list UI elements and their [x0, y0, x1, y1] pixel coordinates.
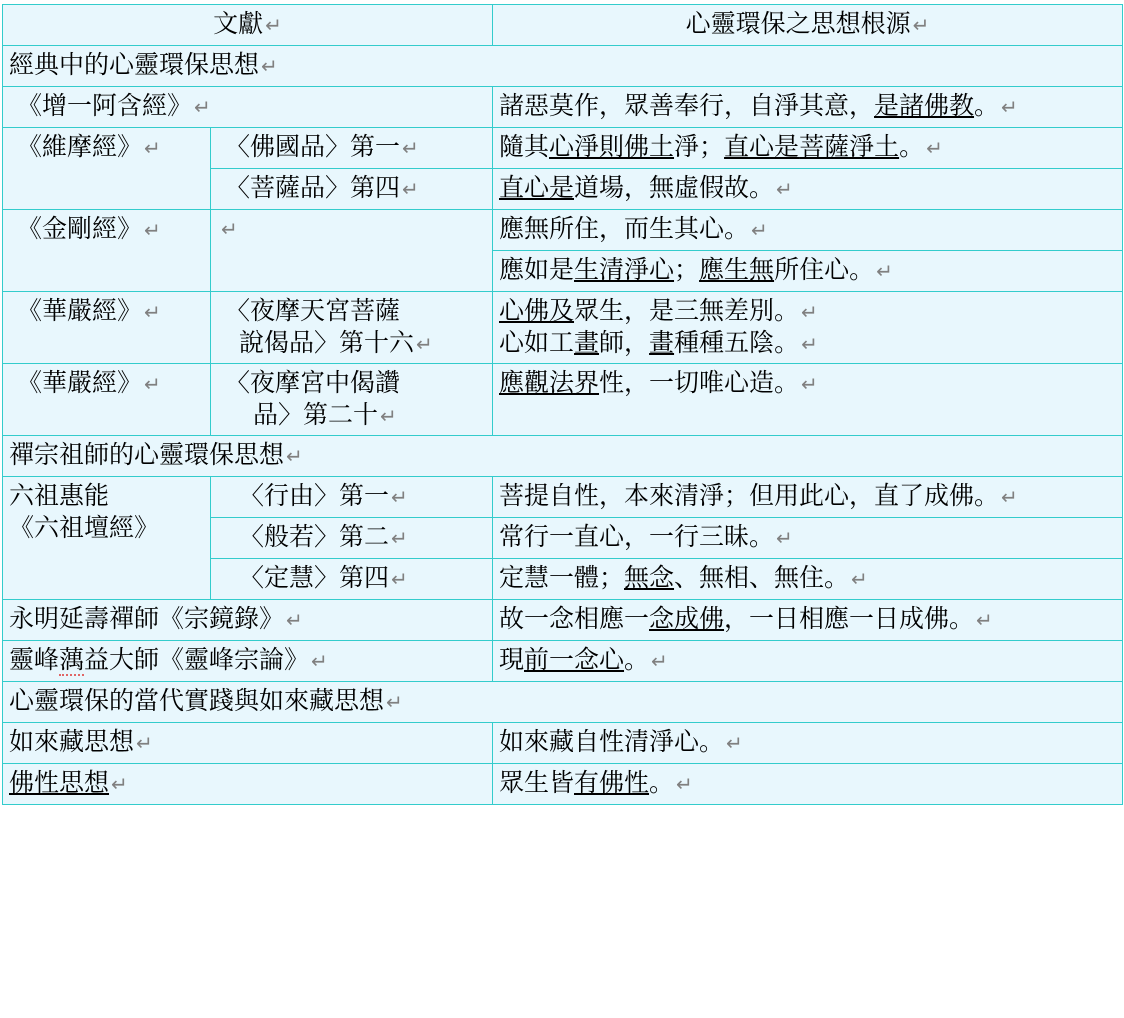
cell-source-yongming: 永明延壽禪師《宗鏡錄》 ↵ — [3, 600, 493, 641]
pilcrow-icon: ↵ — [416, 334, 433, 356]
table-row — [3, 641, 1123, 682]
pilcrow-icon: ↵ — [726, 733, 743, 755]
cell-source-huineng: 六祖惠能 《六祖壇經》 — [3, 477, 211, 600]
pilcrow-icon: ↵ — [751, 220, 768, 242]
pilcrow-icon: ↵ — [380, 406, 397, 428]
cell-content-tathagatagarbha: 如來藏自性清淨心。 ↵ — [493, 723, 1123, 764]
cell-content-foguo: 隨其心淨則佛土淨；直心是菩薩淨土。 ↵ — [493, 128, 1123, 169]
cell-chapter-foguo: 〈佛國品〉第一 ↵ — [211, 128, 493, 169]
cell-chapter-pusa: 〈菩薩品〉第四 ↵ — [211, 169, 493, 210]
pilcrow-icon: ↵ — [144, 138, 161, 160]
pilcrow-icon: ↵ — [311, 651, 328, 673]
cell-content-dinghui: 定慧一體；無念、無相、無住。 ↵ — [493, 559, 1123, 600]
pilcrow-icon: ↵ — [801, 334, 818, 356]
pilcrow-icon: ↵ — [391, 569, 408, 591]
cell-source-tathagatagarbha: 如來藏思想 ↵ — [3, 723, 493, 764]
pilcrow-icon: ↵ — [144, 374, 161, 396]
header-cell-thought-origin: 心靈環保之思想根源 ↵ — [493, 5, 1123, 46]
cell-chapter-xingyou: 〈行由〉第一 ↵ — [211, 477, 493, 518]
header-cell-source: 文獻 ↵ — [3, 5, 493, 46]
cell-source-buddha-nature: 佛性思想 ↵ — [3, 764, 493, 805]
pilcrow-icon: ↵ — [651, 651, 668, 673]
cell-source-zengyi: 《增一阿含經》 ↵ — [3, 87, 493, 128]
section-band-row — [3, 682, 1123, 723]
cell-source-lingfeng: 靈峰蕅益大師《靈峰宗論》 ↵ — [3, 641, 493, 682]
table-row — [3, 600, 1123, 641]
pilcrow-icon: ↵ — [144, 220, 161, 242]
section-band-row — [3, 436, 1123, 477]
cell-source-huayan-20: 《華嚴經》 ↵ — [3, 364, 211, 436]
pilcrow-icon: ↵ — [144, 302, 161, 324]
pilcrow-icon: ↵ — [776, 528, 793, 550]
pilcrow-icon: ↵ — [391, 528, 408, 550]
cell-content-diamond-1: 應無所住，而生其心。 ↵ — [493, 210, 1123, 251]
table-row — [3, 764, 1123, 805]
cell-chapter-huayan-16: 〈夜摩天宮菩薩 說偈品〉第十六 ↵ — [211, 292, 493, 364]
pilcrow-icon: ↵ — [976, 610, 993, 632]
pilcrow-icon: ↵ — [194, 97, 211, 119]
pilcrow-icon: ↵ — [801, 374, 818, 396]
pilcrow-icon: ↵ — [402, 179, 419, 201]
cell-content-lingfeng: 現前一念心。 ↵ — [493, 641, 1123, 682]
pilcrow-icon: ↵ — [926, 138, 943, 160]
pilcrow-icon: ↵ — [286, 610, 303, 632]
pilcrow-icon: ↵ — [1001, 97, 1018, 119]
table-row — [3, 210, 1123, 251]
pilcrow-icon: ↵ — [136, 733, 153, 755]
pilcrow-icon: ↵ — [1001, 487, 1018, 509]
pilcrow-icon: ↵ — [286, 446, 303, 468]
cell-chapter-banruo: 〈般若〉第二 ↵ — [211, 518, 493, 559]
pilcrow-icon: ↵ — [221, 219, 238, 241]
cell-chapter-huayan-20: 〈夜摩宮中偈讚 品〉第二十 ↵ — [211, 364, 493, 436]
pilcrow-icon: ↵ — [391, 487, 408, 509]
table-header-row — [3, 5, 1123, 46]
cell-source-diamond: 《金剛經》 ↵ — [3, 210, 211, 292]
thought-sources-table — [2, 4, 1123, 805]
cell-source-huayan-16: 《華嚴經》 ↵ — [3, 292, 211, 364]
cell-content-xingyou: 菩提自性，本來清淨；但用此心，直了成佛。 ↵ — [493, 477, 1123, 518]
cell-content-banruo: 常行一直心，一行三昧。 ↵ — [493, 518, 1123, 559]
pilcrow-icon: ↵ — [801, 302, 818, 324]
cell-content-zengyi: 諸惡莫作，眾善奉行，自淨其意，是諸佛教。 ↵ — [493, 87, 1123, 128]
section-band-contemporary: 心靈環保的當代實踐與如來藏思想 ↵ — [3, 682, 1123, 723]
cell-content-huayan-20: 應觀法界性，一切唯心造。 ↵ — [493, 364, 1123, 436]
cell-content-huayan-16: 心佛及眾生，是三無差別。 ↵ 心如工畫師，畫種種五陰。 ↵ — [493, 292, 1123, 364]
cell-content-buddha-nature: 眾生皆有佛性。 ↵ — [493, 764, 1123, 805]
table-row — [3, 87, 1123, 128]
section-band-chan-masters: 禪宗祖師的心靈環保思想 ↵ — [3, 436, 1123, 477]
table-row — [3, 128, 1123, 169]
pilcrow-icon: ↵ — [676, 774, 693, 796]
cell-chapter-diamond — [211, 210, 493, 292]
cell-content-diamond-2: 應如是生清淨心；應生無所住心。 ↵ — [493, 251, 1123, 292]
pilcrow-icon: ↵ — [776, 179, 793, 201]
section-band-row — [3, 46, 1123, 87]
pilcrow-icon: ↵ — [265, 15, 282, 37]
table-row — [3, 477, 1123, 518]
pilcrow-icon: ↵ — [876, 261, 893, 283]
pilcrow-icon: ↵ — [261, 56, 278, 78]
pilcrow-icon: ↵ — [111, 774, 128, 796]
section-band-classics: 經典中的心靈環保思想 ↵ — [3, 46, 1123, 87]
pilcrow-icon: ↵ — [402, 138, 419, 160]
pilcrow-icon: ↵ — [851, 569, 868, 591]
pilcrow-icon: ↵ — [386, 692, 403, 714]
table-row — [3, 292, 1123, 364]
pilcrow-icon: ↵ — [912, 15, 930, 37]
table-row — [3, 723, 1123, 764]
cell-source-vimalakirti: 《維摩經》 ↵ — [3, 128, 211, 210]
table-row — [3, 364, 1123, 436]
cell-content-pusa: 直心是道場，無虛假故。 ↵ — [493, 169, 1123, 210]
cell-content-yongming: 故一念相應一念成佛，一日相應一日成佛。 ↵ — [493, 600, 1123, 641]
cell-chapter-dinghui: 〈定慧〉第四 ↵ — [211, 559, 493, 600]
